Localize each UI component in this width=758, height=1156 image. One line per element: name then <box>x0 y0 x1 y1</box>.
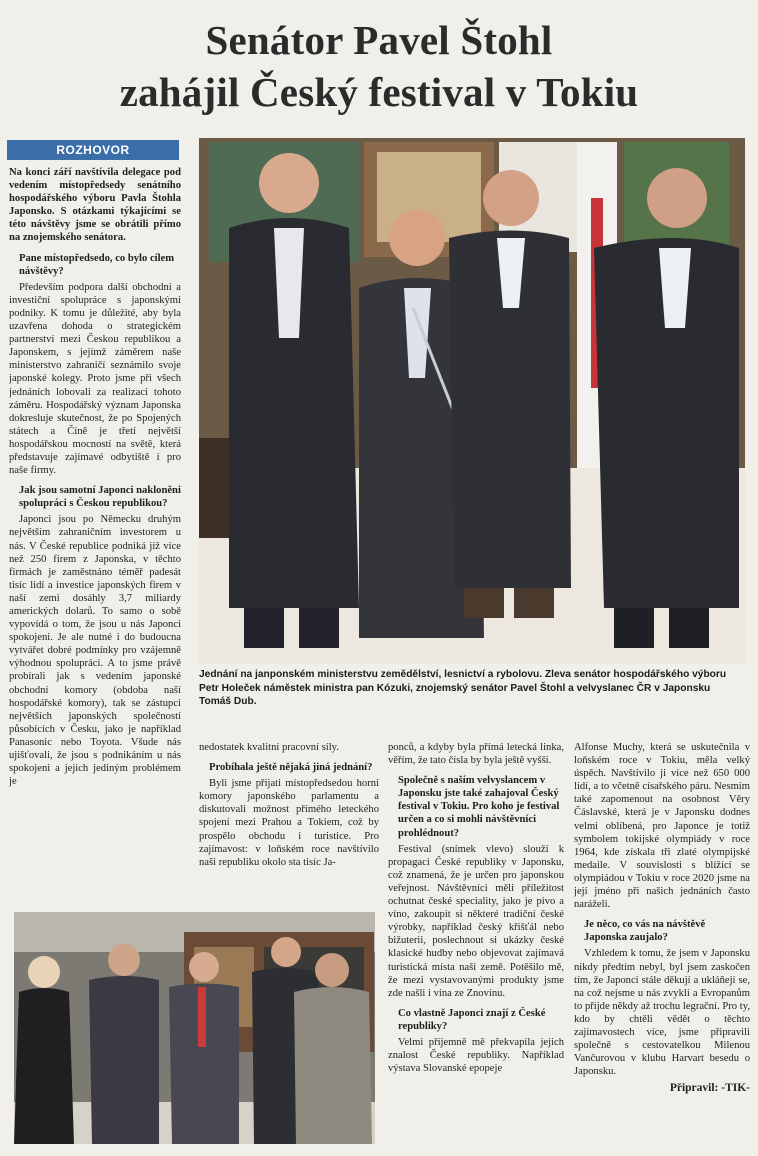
answer-3: Byli jsme přijati místopředsedou horní komory japonského parlamentu a diskutovali možnost přímého leteckého spojení mezi Prahou a Tokiem, což by prospělo obchodu i turistice. Pro zajímavost: v loňském roce navštívilo naši republiku okolo sta tisíc Ja- <box>199 778 379 868</box>
answer-3-continued: ponců, a kdyby byla přímá letecká linka, věřím, že tato čísla by byla ještě vyšší. <box>388 742 564 767</box>
festival-photo <box>14 912 375 1144</box>
answer-2: Japonci jsou po Německu druhým největším zahraničním investorem u nás. V České republice podniká již více než 250 firem z Japonska, v těchto firmách je zaměstnáno téměř padesát tisíc lidí a investice japonských firem v naší zemi dosáhly 3,7 miliardy amerických dolarů. To samo o sobě vypovídá o tom, že jsou u nás Japonci spokojeni. Je ale nutné i do budoucna vytvářet dobré podmínky pro vzájemně výhodnou spolupráci. A to jsme právě probírali jak s vedením japonské obchodní komory (obdoba naší hospodářské komory), tak se zástupci největších japonských společností působících v Česku, jako je například Panasonic nebo Toyota. Všude nás ujišťovali, že jsou s podnikáním u nás spokojeni a jejich jediným problémem je <box>9 514 181 788</box>
answer-5: Velmi příjemně mě překvapila jejich znalost České republiky. Například výstava Slovanské epopeje <box>388 1036 564 1075</box>
question-2: Jak jsou samotní Japonci nakloněni spolupráci s Českou republikou? <box>19 485 181 510</box>
answer-4: Festival (snímek vlevo) slouží k propagaci České republiky v Japonsku, což znamená, že je určen pro japonskou veřejnost. Návštěvníci měli příležitost ochutnat české speciality, jako je pivo a víno, zakoupit si některé tradiční české výrobky, například český křišťál nebo bižuterii, poslechnout si ukázky české klasické hudby nebo objevovat zajímavá turistická místa naší země. Potěšilo mě, že mezi vystavovanými produkty jsme zde našli i vína ze Znovínu. <box>388 843 564 999</box>
headline-line-1: Senátor Pavel Štohl <box>205 17 553 63</box>
author-signature: Připravil: -TIK- <box>669 1082 750 1095</box>
column-4 <box>574 741 750 1151</box>
column-1 <box>9 166 181 910</box>
question-6: Je něco, co vás na návštěvě Japonska zaujalo? <box>584 919 706 944</box>
question-5: Co vlastně Japonci znají z České republiky? <box>398 1007 546 1032</box>
column-2 <box>199 741 379 908</box>
answer-6: Vzhledem k tomu, že jsem v Japonsku nikdy předtím nebyl, byl jsem zaskočen tím, že Japonci stále děkují a ukláňejí se, na což nejsme u nás zvyklí a Evropanům to přijde někdy až trochu legrační. Pro ty, kdo by chtěli vědět o těchto zajímavostech více, jsme připravili společně s cestovatelkou Milenou Vančurovou v klubu Harvart besedu o Japonsku. <box>574 948 750 1078</box>
meeting-photo-illustration <box>199 138 745 664</box>
rubric-label: ROZHOVOR <box>7 140 179 160</box>
photo-caption: Jednání na janponském ministerstvu zemědělství, lesnictví a rybolovu. Zleva senátor hospodářského výboru Petr Holeček náměstek ministra pan Kózuki, znojemský senátor Pavel Štohl a velvyslanec ČR v Japonsku Tomáš Dub. <box>199 669 727 707</box>
main-photo <box>199 138 745 664</box>
question-3: Probíhala ještě nějaká jiná jednání? <box>209 762 373 774</box>
lead-paragraph: Na konci září navštívila delegace pod vedením místopředsedy senátního hospodářského výboru Pavla Štohla Japonsko. S otázkami týkajícími se této návštěvy jsme se obrátili přímo na znojemského senátora. <box>9 167 181 244</box>
question-1: Pane místopředsedo, co bylo cílem návštěvy? <box>19 252 175 277</box>
festival-photo-illustration <box>14 912 375 1144</box>
headline-line-2: zahájil Český festival v Tokiu <box>119 69 639 115</box>
column-3 <box>388 741 564 1146</box>
answer-5-continued: Alfonse Muchy, která se uskutečnila v loňském roce v Tokiu, měla velký úspěch. Navštívilo ji více než 650 000 lidí, a to včetně císařského páru. Nesmím také zapomenout na osobnost Věry Čáslavské, která je v Japonsku dodnes velmi oblíbená, pro Japonce je totiž symbolem tokijské olympiády v roce 1964, kde získala tři zlaté olympijské medaile. V souvislosti s blížící se olympiádou v Tokiu v roce 2020 jsme na její jméno při našich jednáních často naráželi. <box>574 742 750 911</box>
answer-2-continued: nedostatek kvalitní pracovní síly. <box>199 742 339 753</box>
headline <box>0 14 758 118</box>
answer-1: Především podpora další obchodní a investiční spolupráce s japonskými podniky. K tomu je důležité, aby byla uzavřena dohoda o strategickém partnerství mezi Českou republikou a Japonskem, s jejímž záměrem naše ministerstvo zahraničí seznámilo svoje japonské kolegy. Proto jsme při všech jednáních lobovali za realizaci tohoto záměru. Hospodářský význam Japonska dokresluje skutečnost, že po Spojených státech a Číně je třetí největší hospodářskou mocností na světě, která představuje zajímavé odbytiště i pro naše firmy. <box>9 281 181 477</box>
question-4: Společně s naším velvyslancem v Japonsku jste také zahajoval Český festival v Tokiu. Pro koho je festival určen a co si mohli návštěvníci prohlédnout? <box>398 775 560 839</box>
